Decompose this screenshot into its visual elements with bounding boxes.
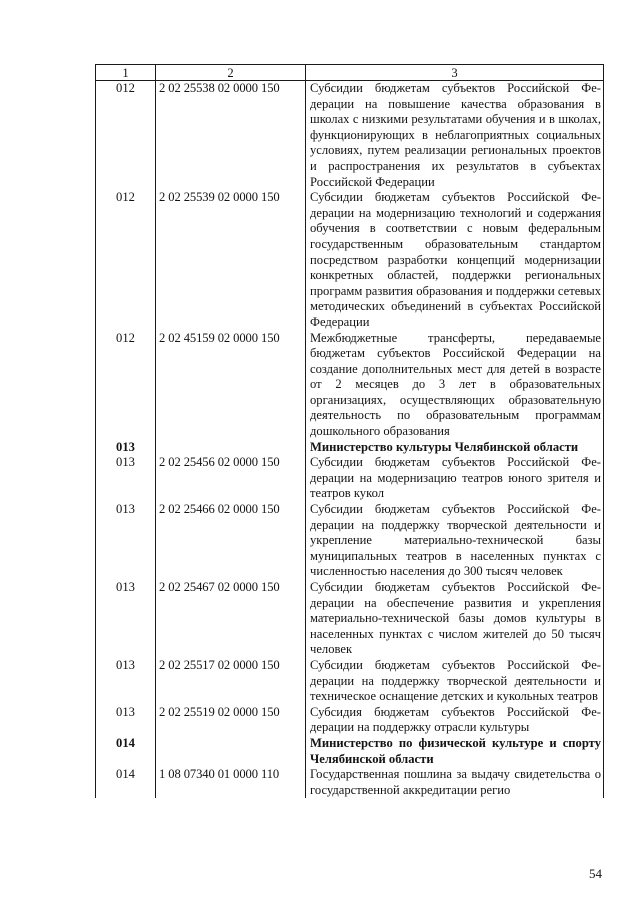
table-row xyxy=(96,658,604,705)
description-cell: Государственная пошлина за выдачу свидетельства о государственной аккредитации регио xyxy=(306,767,604,798)
column-header-2: 2 xyxy=(156,65,306,81)
revenue-code-cell: 2 02 25538 02 0000 150 xyxy=(156,81,306,191)
budget-classification-table xyxy=(95,64,604,798)
table-row xyxy=(96,705,604,736)
table-header-row xyxy=(96,65,604,81)
admin-code-cell: 014 xyxy=(96,736,156,767)
admin-code-cell: 013 xyxy=(96,580,156,658)
revenue-code-cell: 2 02 25539 02 0000 150 xyxy=(156,190,306,330)
ministry-heading-row xyxy=(96,440,604,456)
table-row xyxy=(96,190,604,330)
admin-code-cell: 013 xyxy=(96,502,156,580)
admin-code-cell: 014 xyxy=(96,767,156,798)
revenue-code-cell: 2 02 25466 02 0000 150 xyxy=(156,502,306,580)
revenue-code-cell: 2 02 25467 02 0000 150 xyxy=(156,580,306,658)
revenue-code-cell xyxy=(156,736,306,767)
description-cell: Министерство по физической культуре и спорту Челябинской области xyxy=(306,736,604,767)
revenue-code-cell xyxy=(156,440,306,456)
description-cell: Субсидии бюджетам субъектов Российской Федерации на обеспечение развития и укрепления материально-технической базы домов культуры в населенных пунктах с числом жителей до 50 тысяч человек xyxy=(306,580,604,658)
table-row xyxy=(96,331,604,440)
admin-code-cell: 012 xyxy=(96,190,156,330)
admin-code-cell: 013 xyxy=(96,658,156,705)
description-cell: Субсидии бюджетам субъектов Российской Федерации на повышение качества образования в школах с низкими результатами обучения и в школах, функционирующих в неблагоприятных социальных условиях, путем реализации региональных проектов и распространения их результатов в субъектах Российской Федерации xyxy=(306,81,604,191)
admin-code-cell: 013 xyxy=(96,455,156,502)
description-cell: Субсидия бюджетам субъектов Российской Федерации на поддержку отрасли культуры xyxy=(306,705,604,736)
revenue-code-cell: 2 02 25519 02 0000 150 xyxy=(156,705,306,736)
table-row xyxy=(96,455,604,502)
description-cell: Межбюджетные трансферты, передаваемые бюджетам субъектов Российской Федерации на создание дополнительных мест для детей в возрасте от 2 месяцев до 3 лет в образовательных организациях, осуществляющих образовательную деятельность по образовательным программам дошкольного образования xyxy=(306,331,604,440)
table-row xyxy=(96,502,604,580)
description-cell: Субсидии бюджетам субъектов Российской Федерации на модернизацию технологий и содержания обучения в соответствии с новым федеральным государственным образовательным стандартом посредством разработки концепций модернизации конкретных областей, поддержки региональных программ развития образования и поддержки сетевых методических объединений в субъектах Российской Федерации xyxy=(306,190,604,330)
description-cell: Министерство культуры Челябинской области xyxy=(306,440,604,456)
revenue-code-cell: 1 08 07340 01 0000 110 xyxy=(156,767,306,798)
description-cell: Субсидии бюджетам субъектов Российской Федерации на поддержку творческой деятельности и укрепление материально-технической базы муниципальных театров в населенных пунктах с численностью населения до 300 тысяч человек xyxy=(306,502,604,580)
revenue-code-cell: 2 02 25456 02 0000 150 xyxy=(156,455,306,502)
admin-code-cell: 013 xyxy=(96,705,156,736)
page-number: 54 xyxy=(589,866,602,881)
table-body xyxy=(96,81,604,799)
table-row xyxy=(96,767,604,798)
table-row xyxy=(96,81,604,191)
revenue-code-cell: 2 02 25517 02 0000 150 xyxy=(156,658,306,705)
admin-code-cell: 012 xyxy=(96,81,156,191)
column-header-1: 1 xyxy=(96,65,156,81)
admin-code-cell: 013 xyxy=(96,440,156,456)
revenue-code-cell: 2 02 45159 02 0000 150 xyxy=(156,331,306,440)
description-cell: Субсидии бюджетам субъектов Российской Федерации на поддержку творческой деятельности и техническое оснащение детских и кукольных театров xyxy=(306,658,604,705)
table-row xyxy=(96,580,604,658)
column-header-3: 3 xyxy=(306,65,604,81)
ministry-heading-row xyxy=(96,736,604,767)
description-cell: Субсидии бюджетам субъектов Российской Федерации на модернизацию театров юного зрителя и театров кукол xyxy=(306,455,604,502)
admin-code-cell: 012 xyxy=(96,331,156,440)
